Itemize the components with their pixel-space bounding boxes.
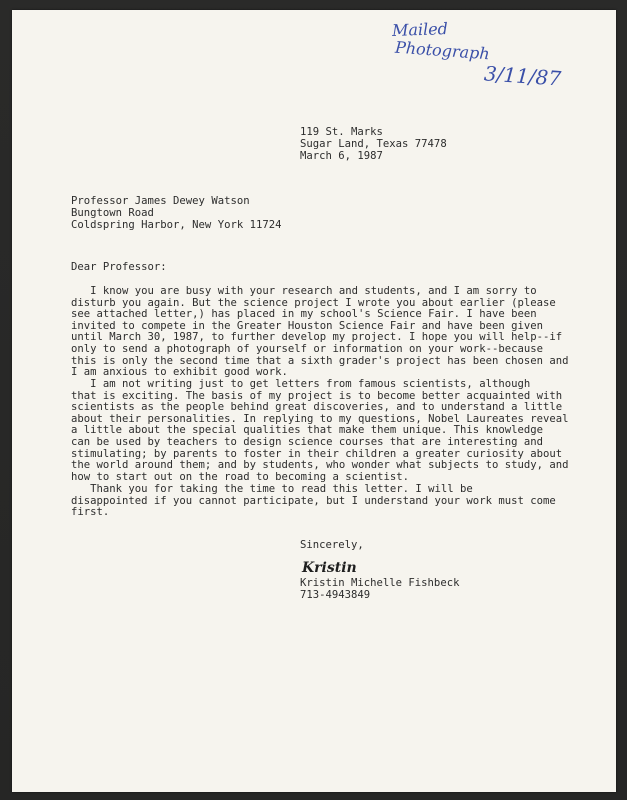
handwritten-annotation-mailed: Mailed: [391, 19, 449, 40]
closing: Sincerely,: [300, 539, 364, 551]
body-paragraph-1: I know you are busy with your research and students, and I am sorry to disturb you again. But the science project I wrote you about earlier (please see attached letter,) has placed in my school's Science Fair. I have been invited to compete in the Greater Houston Science Fair and have been given until March 30, 1987, to further develop my project. I hope you will help--if only to send a photograph of yourself or information on your work--because this is only the second time that a sixth grader's project has been chosen and I am anxious to exhibit good work.: [71, 285, 569, 379]
handwritten-annotation-date: 3/11/87: [483, 61, 562, 91]
sender-city: Sugar Land, Texas 77478: [300, 138, 447, 150]
handwritten-signature: Kristin: [302, 560, 357, 576]
body-paragraph-2: I am not writing just to get letters from famous scientists, although that is exciting. The basis of my project is to become better acquainted with scientists as the people behind great discoveries, and to understand a little about their personalities. In replying to my questions, Nobel Laureates reveal a little about the special qualities that make them unique. This knowledge can be used by teachers to design science courses that are interesting and stimulating; by parents to foster in their children a greater curiosity about the world around them; and by students, who wonder what subjects to study, and how to start out on the road to becoming a scientist.: [71, 378, 569, 483]
signer-phone: 713-4943849: [300, 589, 371, 601]
recipient-city: Coldspring Harbor, New York 11724: [71, 219, 282, 231]
letter-date: March 6, 1987: [300, 150, 383, 162]
handwritten-annotation-photograph: Photograph: [394, 37, 491, 64]
recipient-street: Bungtown Road: [71, 207, 154, 219]
body-paragraph-3: Thank you for taking the time to read this letter. I will be disappointed if you cannot participate, but I understand your work must come first.: [71, 483, 556, 519]
letter-page: [12, 10, 616, 792]
sender-street: 119 St. Marks: [300, 126, 383, 138]
recipient-name: Professor James Dewey Watson: [71, 195, 250, 207]
signer-name: Kristin Michelle Fishbeck: [300, 577, 460, 589]
salutation: Dear Professor:: [71, 261, 167, 273]
